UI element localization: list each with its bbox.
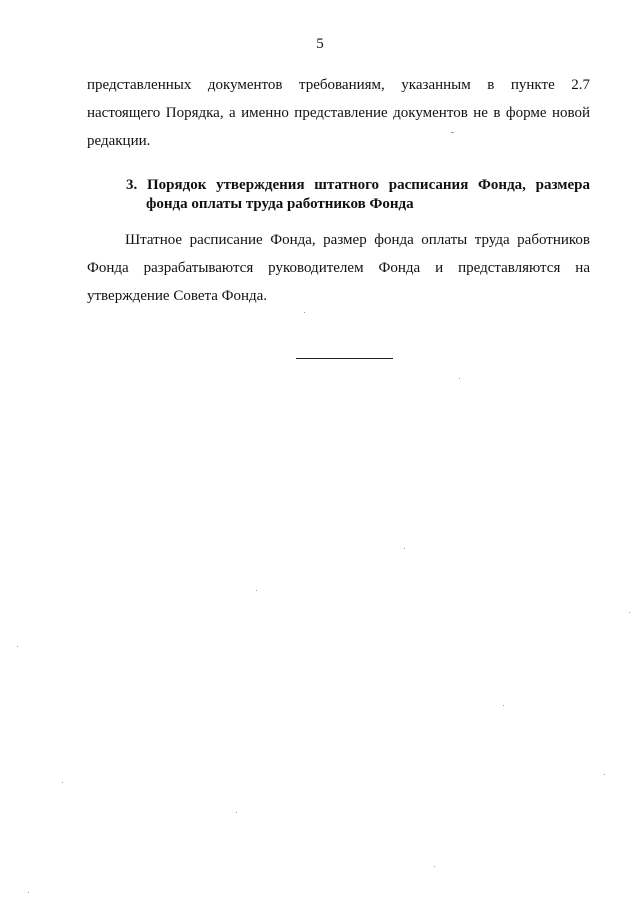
scan-speck <box>503 705 504 706</box>
paragraph-line: утверждение Совета Фонда. <box>87 288 268 304</box>
section-heading <box>126 176 590 214</box>
section-paragraph <box>87 226 590 310</box>
section-number: 3. <box>126 177 138 193</box>
page-number: 5 <box>316 36 324 52</box>
section-title-line-1: Порядок утверждения штатного расписания Фонда, размера <box>146 177 591 193</box>
paragraph-line: настоящего Порядка, а именно представление документов не в форме новой <box>87 105 590 121</box>
continued-paragraph <box>87 71 590 155</box>
scan-speck <box>304 312 305 313</box>
paragraph-line: редакции. <box>87 133 151 149</box>
scan-speck <box>451 132 454 133</box>
scan-speck <box>629 612 630 613</box>
scan-speck <box>236 812 237 813</box>
scan-speck <box>17 646 18 647</box>
scan-speck <box>28 892 29 893</box>
scan-speck <box>434 866 435 867</box>
paragraph-line: Штатное расписание Фонда, размер фонда оплаты труда работников <box>125 232 590 248</box>
scan-speck <box>62 782 63 783</box>
section-heading-line-1 <box>126 176 590 195</box>
section-title-line-2: фонда оплаты труда работников Фонда <box>146 196 414 212</box>
scan-speck <box>604 774 605 775</box>
end-divider-line <box>296 358 393 359</box>
paragraph-line: Фонда разрабатываются руководителем Фонда и представляются на <box>87 260 590 276</box>
paragraph-line: представленных документов требованиям, указанным в пункте 2.7 <box>87 77 590 93</box>
scan-speck <box>459 378 460 379</box>
scan-speck <box>404 548 405 549</box>
scan-speck <box>256 590 257 591</box>
